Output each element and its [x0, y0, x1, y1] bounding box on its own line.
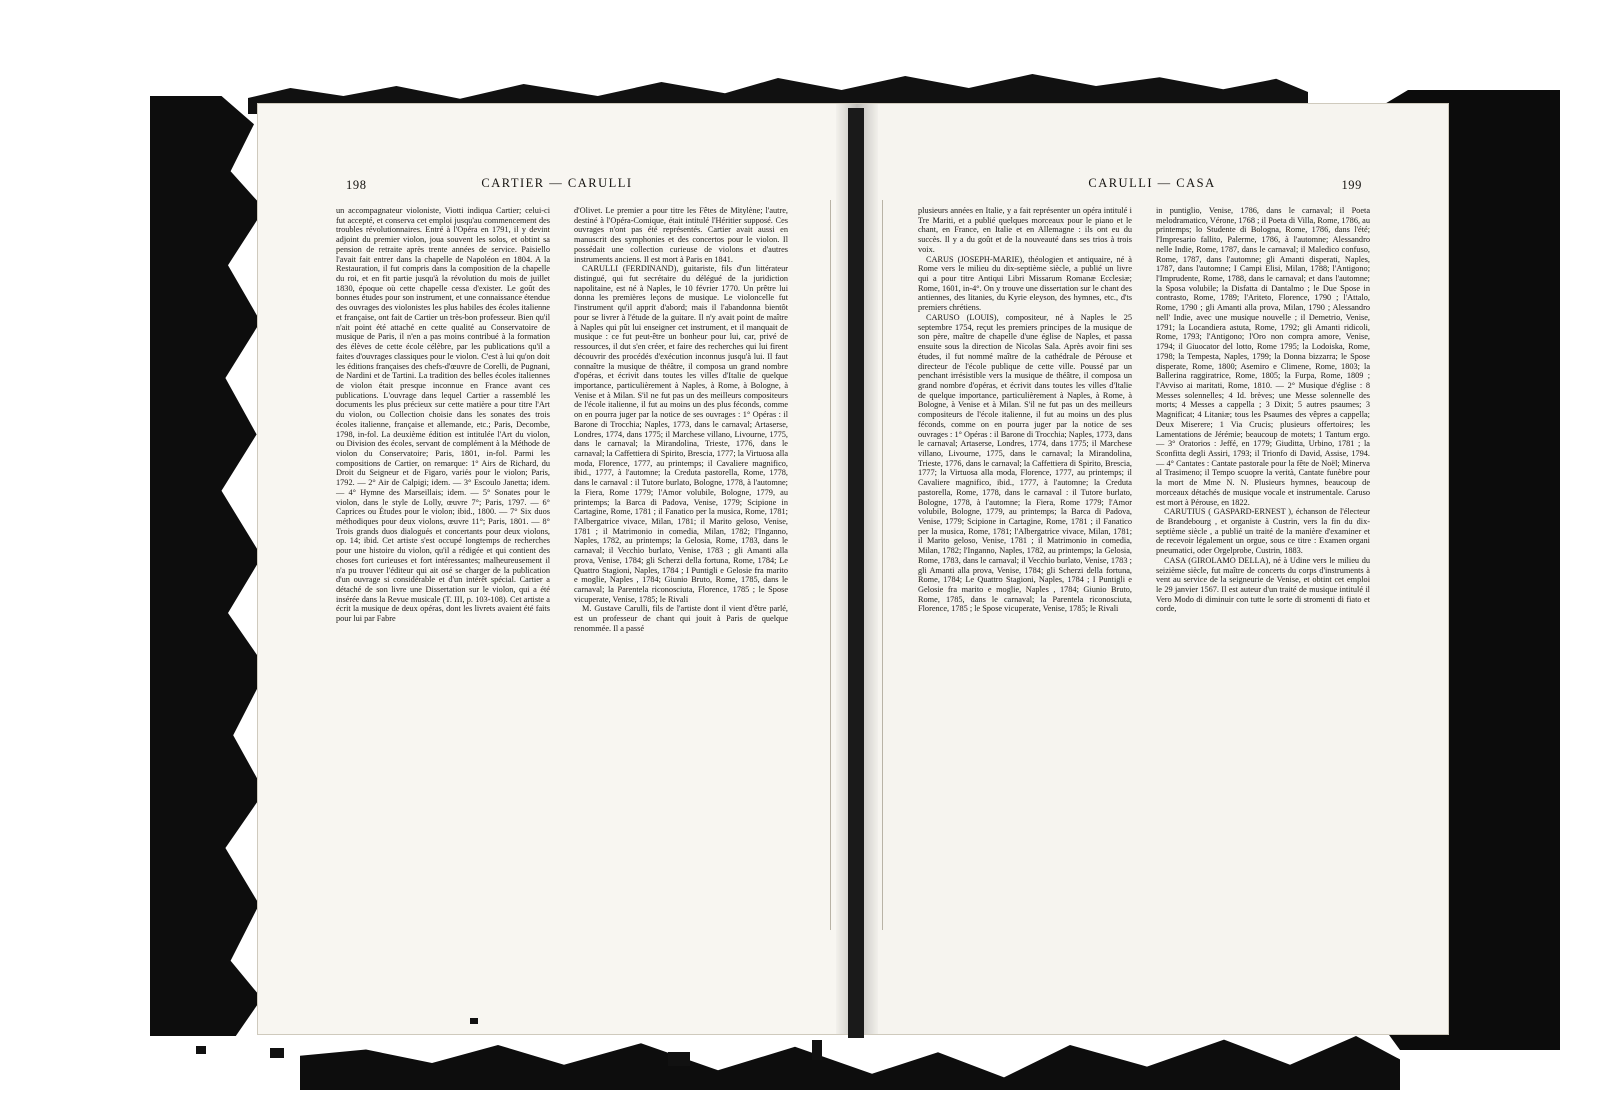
left-page-columns [336, 206, 788, 634]
paragraph: plusieurs années en Italie, y a fait représenter un opéra intitulé i Tre Mariti, et a publié quelques morceaux pour le piano et le chant, en France, en Italie et en Allemagne : ils ont eu du succès. Il y a du goût et de la nouveauté dans ses trios à trois voix. [918, 206, 1132, 254]
running-head-right: CARULLI — CASA [1088, 176, 1216, 190]
text-column [574, 206, 788, 634]
entry-carulli-ferdinand: CARULLI (FERDINAND), guitariste, fils d'un littérateur distingué, qui fut secrétaire du délégué de la juridiction napolitaine, est né à Naples, le 10 février 1770. Un prêtre lui donna les premières leçons de musique. Le violoncelle fut l'instrument qu'il apprit d'abord; mais il l'abandonna bientôt pour se livrer à l'étude de la guitare. Il n'y avait point de maître à Naples qui pût lui enseigner cet instrument, et il manquait de musique : ce fut peut-être un bonheur pour lui, car, privé de ressources, il dut s'en créer, et faire des recherches qui lui firent découvrir des procédés d'exécution inconnus jusqu'à lui. Il faut connaître la musique de théâtre, il composa un grand nombre d'opéras, et écrivit dans toutes les villes d'Italie de quelque importance, particulièrement à Naples, à Rome, à Bologne, à Venise et à Milan. S'il ne fut pas un des meilleurs compositeurs de l'école italienne, il fut au moins un des plus féconds, comme on en pourra juger par la notice de ses ouvrages : 1° Opéras : il Barone di Trocchia; Naples, 1773, dans le carnaval; Artaserse, Londres, 1774, dans 1775; il Marchese villano, Livourne, 1775, dans le carnaval; la Mirandolina, Trieste, 1776, dans le carnaval; la Caffettiera di Spirito, Brescia, 1777; la Virtuosa alla moda, Florence, 1777, au printemps; il Cavaliere magnifico, ibid., 1777, à l'automne; la Creduta pastorella, Rome, 1778, dans le carnaval : il Tutore burlato, Bologne, 1778, à l'automne; la Fiera, Rome 1779; l'Amor volubile, Bologne, 1779, au printemps; la Barca di Padova, Venise, 1779; Scipione in Cartagine, Rome, 1781 ; il Fanatico per la musica, Rome, 1781; l'Albergatrice vivace, Milan, 1781; il Marito geloso, Venise, 1781 ; il Matrimonio in comedia, Milan, 1782; l'Inganno, Naples, 1782, au printemps; la Gelosia, Rome, 1783, dans le carnaval; il Vecchio burlato, Venise, 1783 ; gli Amanti alla prova, Venise, 1784; gli Scherzi della fortuna, Rome, 1784; Le Quattro Stagioni, Naples, 1784 ; I Puntigli e Gelosie fra marito e moglie, Naples , 1784; Giunio Bruto, Rome, 1785, dans le carnaval; la Parentela riconosciuta, Florence, 1785 ; le Spose vicuperate, Venise, 1785; le Rivali [574, 264, 788, 604]
text-column [918, 206, 1132, 614]
right-page-columns [918, 206, 1370, 614]
entry-carus: CARUS (JOSEPH-MARIE), théologien et antiquaire, né à Rome vers le milieu du dix-septième siècle, a publié un livre qui a pour titre Antiqui Libri Missarum Romanæ Ecclesiæ; Rome, 1601, in-4°. On y trouve une dissertation sur le chant des antiennes, des litanies, du Kyrie eleyson, des hymnes, etc., d'ts premiers chrétiens. [918, 254, 1132, 313]
gutter-shadow [848, 108, 864, 1038]
entry-casa: CASA (GIROLAMO DELLA), né à Udine vers le milieu du seizième siècle, fut maître de concerts du corps d'instruments à vent au service de la seigneurie de Venise, et obtint cet emploi le 29 janvier 1567. Il est auteur d'un traité de musique intitulé il Vero Modo di diminuir con tutte le sorte di stromenti di fiato et corde, [1156, 555, 1370, 614]
paragraph: un accompagnateur violoniste, Viotti indiqua Cartier; celui-ci fut accepté, et conserva cet emploi jusqu'au commencement des troubles révolutionnaires. Entré à l'Opéra en 1791, il y devint adjoint du premier violon, joua souvent les solos, et obtint sa pension de retraite après trente années de service. Paisiello l'avait fait entrer dans la chapelle de Napoléon en 1804. A la Restauration, il fut compris dans la composition de la chapelle du roi, et en fit partie jusqu'à la révolution du mois de juillet 1830, époque où cette chapelle cessa d'exister. Le goût des bonnes études pour son instrument, et une connaissance étendue des ouvrages des violonistes les plus habiles des écoles italienne et française, ont fait de Cartier un très-bon professeur. Bien qu'il n'ait point été attaché en cette qualité au Conservatoire de musique de Paris, il n'en a pas moins contribué à la formation des élèves de cette école célèbre, par les publications qu'il a faites d'ouvrages classiques pour le violon. C'est à lui qu'on doit les éditions françaises des chefs-d'œuvre de Corelli, de Pugnani, de Nardini et de Tartini. La tradition des belles écoles italiennes de violon était presque inconnue en France avant ces publications. L'ouvrage dans lequel Cartier a rassemblé les documents les plus précieux sur cette matière a pour titre l'Art du violon, ou Collection choisie dans les sonates des trois écoles italienne, française et allemande, etc.; Paris, Decombe, 1798, in-fol. La deuxième édition est intitulée l'Art du violon, ou Division des écoles, servant de complément à la Méthode de violon du Conservatoire; Paris, 1801, in-fol. Parmi les compositions de Cartier, on remarque: 1° Airs de Richard, du Droit du Seigneur et de Figaro, variés pour le violon; Paris, 1792. — 2° Air de Calpigi; idem. — 3° Escoulo Janetta; idem. — 4° Hymne des Marseillais; idem. — 5° Sonates pour le violon, dans le style de Lolly, œuvre 7°; Paris, 1797. — 6° Caprices ou Études pour le violon; ibid., 1800. — 7° Six duos méthodiques pour deux violons, œuvre 11°; Paris, 1801. — 8° Trois grands duos dialogués et concertants pour deux violons, op. 14; ibid. Cet artiste s'est occupé longtemps de recherches pour une histoire du violon, qu'il a rédigée et qui contient des choses fort curieuses et fort intéressantes; malheureusement il n'a pu trouver l'éditeur qui ait osé se charger de la publication d'un ouvrage si considérable et d'un intérêt spécial. Cartier a détaché de son livre une Dissertation sur le violon, qui a été insérée dans la Revue musicale (T. III, p. 103-108). Cet artiste a écrit la musique de deux opéras, dont les livrets avaient été faits pour lui par Fabre [336, 206, 550, 624]
folio-right: 199 [1341, 178, 1362, 192]
column-rule [830, 200, 831, 930]
text-column [1156, 206, 1370, 614]
text-column [336, 206, 550, 634]
paragraph: in puntiglio, Venise, 1786, dans le carnaval; il Poeta melodramatico, Vérone, 1768 ; il Poeta di Villa, Rome, 1786, au printemps; lo Studente di Bologna, Rome, 1786, dans l'été; l'Impresario fallito, Palerme, 1786, à l'automne; Alessandro nelle Indie, Rome, 1787, dans le carnaval; il Maledico confuso, Rome, 1787, dans l'automne; gli Amanti disperati, Naples, 1787, dans l'automne; I Campi Elisi, Milan, 1788; l'Antigono; l'Imprudente, Rome, 1788, dans le carnaval; et dans l'automne; la Sposa volubile; la Disfatta di Dantalmo ; le Due Spose in contrasto, Rome, 1789; l'Ariteto, Florence, 1790 ; l'Attalo, Rome, 1790 ; gli Amanti alla prova, Milan, 1790 ; Alessandro nell' Indie, avec une musique nouvelle ; il Demetrio, Venise, 1791; la Locandiera astuta, Rome, 1792; gli Amanti ridicoli, Rome, 1793; l'Antigono; l'Oro non compra amore, Venise, 1794; il Giuocator del lotto, Rome 1795; la Lodoiska, Rome, 1798; la Tempesta, Naples, 1799; la Donna bizzarra; le Spose disperate, Rome, 1800; Asemiro e Climene, Rome, 1803; la Ballerina raggiratrice, Rome, 1805; la Furpa, Rome, 1809 ; l'Avviso ai maritati, Rome, 1810. — 2° Musique d'église : 8 Messes solennelles; 4 Id. brèves; une Messe solennelle des morts; 4 Messes a cappella ; 3 Dixit; 5 autres psaumes; 3 Magnificat; 4 Litaniæ; tous les Psaumes des vêpres a cappella; Deux Miserere; 1 Via Crucis; plusieurs offertoires; les Lamentations de Jérémie; beaucoup de motets; 1 Tantum ergo. — 3° Oratorios : Jeffé, en 1779; Giuditta, Urbino, 1781 ; la Sconfitta degli Assiri, 1793; il Trionfo di David, Assise, 1794. — 4° Cantates : Cantate pastorale pour la fête de Noël; Minerva al Trasimeno; il Tempo scuopre la verità, Cantate funèbre pour la mort de Mme N. N. Plusieurs hymnes, beaucoup de morceaux détachés de musique vocale et instrumentale. Caruso est mort à Pérouse, en 1822. [1156, 206, 1370, 507]
column-rule [882, 200, 883, 930]
folio-left: 198 [346, 178, 367, 192]
running-head-left: CARTIER — CARULLI [481, 176, 633, 190]
entry-carutius: CARUTIUS ( GASPARD-ERNEST ), échanson de l'électeur de Brandebourg , et organiste à Custrin, vers la fin du dix-septième siècle , a publié un traité de la manière d'examiner et de recevoir légalement un orgue, sous ce titre : Examen organi pneumatici, oder Orgelprobe, Custrin, 1883. [1156, 507, 1370, 556]
paragraph: d'Olivet. Le premier a pour titre les Fêtes de Mitylène; l'autre, destiné à l'Opéra-Comique, était intitulé l'Héritier supposé. Ces ouvrages n'ont pas été représentés. Cartier avait aussi en manuscrit des symphonies et des concertos pour le violon. Il possédait une collection curieuse de violons et d'autres instruments anciens. Il est mort à Paris en 1841. [574, 206, 788, 264]
paragraph: M. Gustave Carulli, fils de l'artiste dont il vient d'être parlé, est un professeur de chant qui jouit à Paris de quelque renommée. Il a passé [574, 604, 788, 633]
entry-caruso: CARUSO (LOUIS), compositeur, né à Naples le 25 septembre 1754, reçut les premiers principes de la musique de son père, maître de chapelle d'une église de Naples, et passa ensuite sous la direction de Nicolas Sala. Après avoir fini ses études, il fut nommé maître de la cathédrale de Pérouse et directeur de l'école publique de cette ville. Poussé par un penchant irrésistible vers la musique de théâtre, il composa un grand nombre d'opéras, et écrivit dans toutes les villes d'Italie de quelque importance, particulièrement à Naples, à Rome, à Bologne, à Venise et à Milan. S'il ne fut pas un des meilleurs compositeurs de l'école italienne, il fut au moins un des plus féconds, comme on en pourra juger par la notice de ses ouvrages : 1° Opéras : il Barone di Trocchia; Naples, 1773, dans le carnaval; Artaserse, Londres, 1774, dans 1775; il Marchese villano, Livourne, 1775, dans le carnaval; la Mirandolina, Trieste, 1776, dans le carnaval; la Caffettiera di Spirito, Brescia, 1777; la Virtuosa alla moda, Florence, 1777, au printemps; il Cavaliere magnifico, ibid., 1777, à l'automne; la Creduta pastorella, Rome, 1778, dans le carnaval : il Tutore burlato, Bologne, 1778, à l'automne; la Fiera, Rome 1779; l'Amor volubile, Bologne, 1779, au printemps; la Barca di Padova, Venise, 1779; Scipione in Cartagine, Rome, 1781 ; il Fanatico per la musica, Rome, 1781; l'Albergatrice vivace, Milan, 1781; il Marito geloso, Venise, 1781 ; il Matrimonio in comedia, Milan, 1782; l'Inganno, Naples, 1782, au printemps; la Gelosia, Rome, 1783, dans le carnaval; il Vecchio burlato, Venise, 1783 ; gli Amanti alla prova, Venise, 1784; gli Scherzi della fortuna, Rome, 1784; Le Quattro Stagioni, Naples, 1784 ; I Puntigli e Gelosie fra marito e moglie, Naples , 1784; Giunio Bruto, Rome, 1785, dans le carnaval; la Parentela riconosciuta, Florence, 1785 ; le Spose vicuperate, Venise, 1785; le Rivali [918, 312, 1132, 614]
